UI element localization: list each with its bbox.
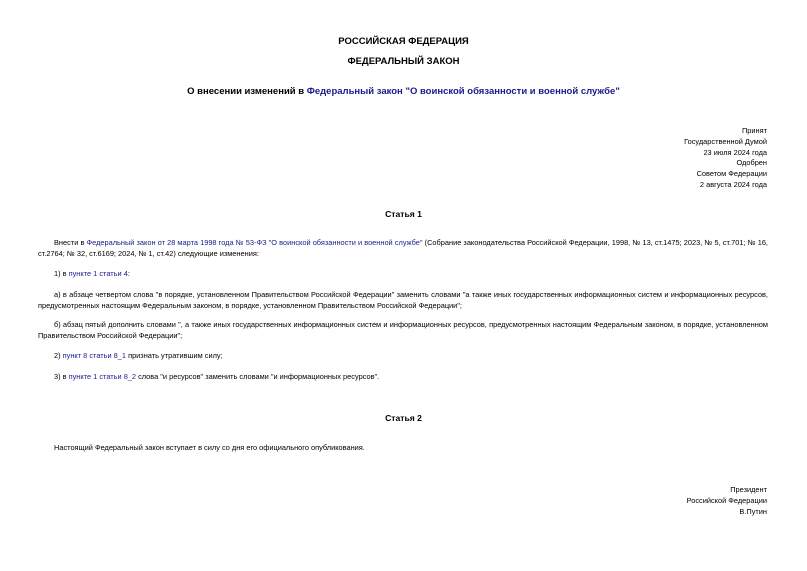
item-2 bbox=[38, 351, 768, 362]
adopted-line: Принят bbox=[741, 126, 767, 135]
article-1-intro bbox=[38, 238, 768, 260]
adopted-line: Государственной Думой bbox=[684, 136, 767, 146]
signature-block bbox=[687, 485, 767, 517]
adopted-line: 23 июля 2024 года bbox=[703, 147, 767, 157]
item-1-suffix: : bbox=[127, 269, 130, 278]
intro-prefix: Внести в bbox=[54, 238, 87, 247]
item-2-prefix: 2) bbox=[54, 351, 63, 360]
signature-line: В.Путин bbox=[739, 506, 767, 516]
adopted-line: Одобрен bbox=[736, 158, 767, 168]
adopted-line: 2 августа 2024 года bbox=[699, 179, 767, 189]
item-1 bbox=[38, 269, 768, 280]
article-2-text: Настоящий Федеральный закон вступает в силу со дня его официального опубликования. bbox=[54, 443, 365, 452]
item-3 bbox=[38, 372, 768, 383]
item-1b: б) абзац пятый дополнить словами ", а также иных государственных информационных систем и информационных ресурсов, предусмотренных настоящим Федеральным законом, в порядке, установленном Правительством Российской Федерации"; bbox=[38, 320, 768, 340]
item-1a: а) в абзаце четвертом слова "в порядке, установленном Правительством Российской Федерации" заменить словами "а также иных государственных информационных систем и информационных ресурсов, предусмотренных настоящим Федеральным законом, в порядке, установленном Правительством Российской Федерации"; bbox=[38, 290, 768, 310]
item-3-link[interactable]: пункте 1 статьи 8_2 bbox=[68, 372, 137, 381]
signature-line: Российской Федерации bbox=[686, 495, 767, 505]
country-heading: РОССИЙСКАЯ ФЕДЕРАЦИЯ bbox=[338, 36, 469, 47]
item-2-suffix: признать утратившим силу; bbox=[126, 351, 223, 360]
intro-suffix: (Собрание законодательства Российской Федерации, 1998, № 13, ст.1475; 2023, № 5, ст.701; № 16, ст.2764; № 32, ст.6169; 2024, № 1, ст.42) следующие изменения: bbox=[38, 238, 768, 258]
item-1-prefix: 1) в bbox=[54, 269, 69, 278]
title-law-link[interactable]: Федеральный закон "О воинской обязанности и военной службе" bbox=[306, 86, 620, 97]
document-type-heading: ФЕДЕРАЛЬНЫЙ ЗАКОН bbox=[347, 56, 460, 67]
document-title bbox=[0, 86, 807, 97]
article-2-heading: Статья 2 bbox=[385, 413, 422, 423]
adoption-block bbox=[684, 126, 767, 191]
item-3-suffix: слова "и ресурсов" заменить словами "и информационных ресурсов". bbox=[136, 372, 380, 381]
item-2-link[interactable]: пункт 8 статьи 8_1 bbox=[62, 351, 127, 360]
item-1-link[interactable]: пункте 1 статьи 4 bbox=[68, 269, 128, 278]
article-1-heading: Статья 1 bbox=[385, 209, 422, 219]
signature-line: Президент bbox=[730, 485, 767, 494]
item-3-prefix: 3) в bbox=[54, 372, 69, 381]
law-53fz-link[interactable]: Федеральный закон от 28 марта 1998 года № 53-ФЗ "О воинской обязанности и военной службе" bbox=[86, 238, 423, 247]
adopted-line: Советом Федерации bbox=[696, 169, 767, 179]
title-prefix: О внесении изменений в bbox=[187, 86, 307, 97]
